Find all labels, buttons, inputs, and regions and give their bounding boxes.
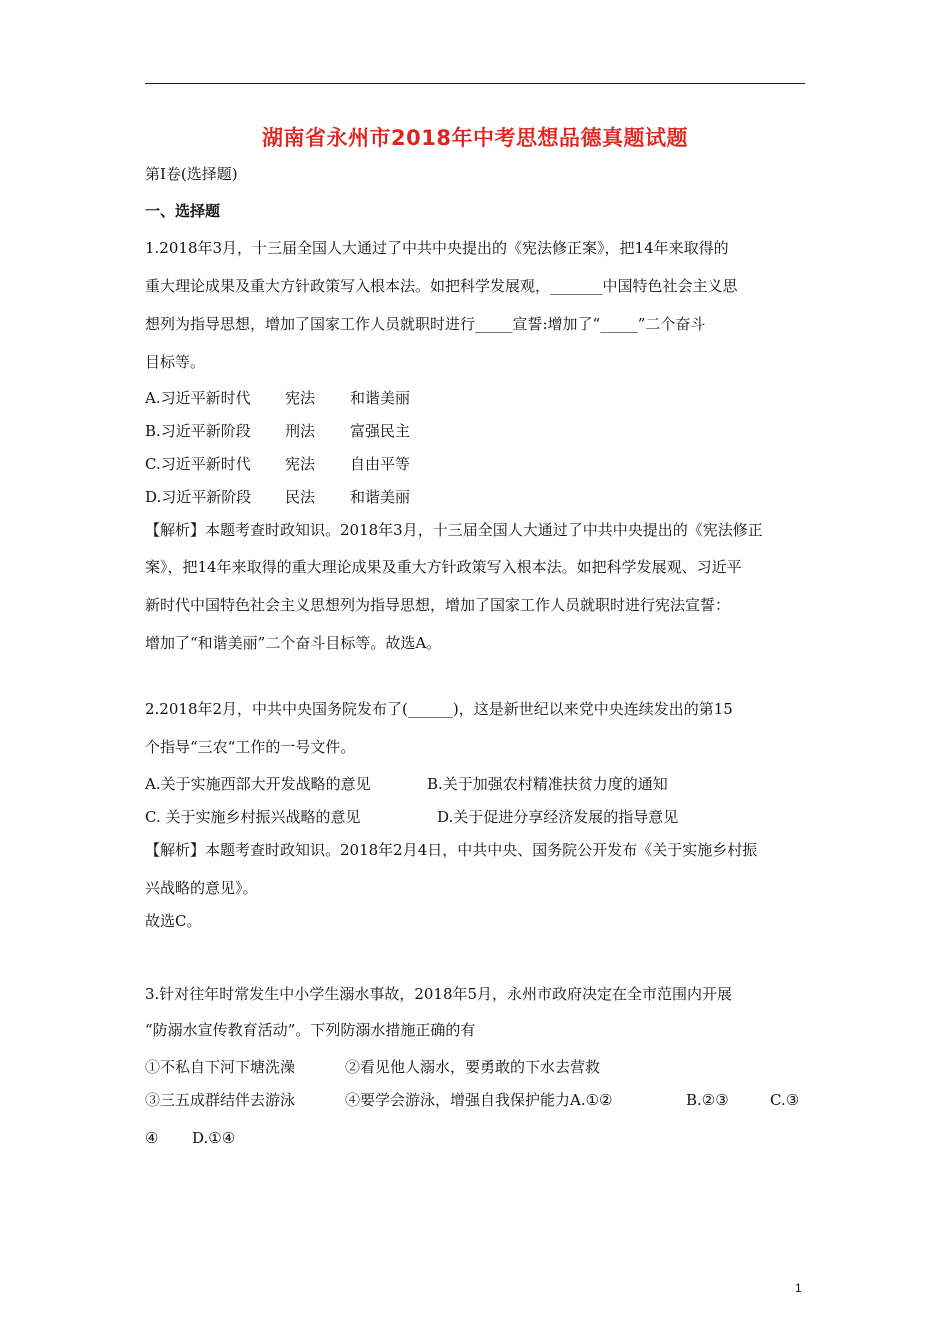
q1-stem-line: 1.2018年3月，十三届全国人大通过了中共中央提出的《宪法修正案》，把14年来取得的 [145, 239, 729, 257]
option-part: 民法 [285, 488, 316, 506]
q2-analysis-line: 【解析】本题考查时政知识。2018年2月4日，中共中央、国务院公开发布《关于实施乡村振 [145, 841, 758, 859]
option-part: 富强民主 [350, 422, 411, 440]
q3-stem-line: “防溺水宣传教育活动”。下列防溺水措施正确的有 [145, 1021, 476, 1039]
q2-option-a: A.关于实施西部大开发战略的意见 [145, 775, 371, 793]
header-rule [145, 83, 805, 84]
q2-stem-line: 个指导“三农“工作的一号文件。 [145, 738, 356, 756]
option-part: 和谐美丽 [350, 389, 411, 407]
option-part: 自由平等 [350, 455, 411, 473]
document-title: 湖南省永州市2018年中考思想品德真题试题 [262, 126, 688, 150]
q1-option-c [145, 454, 410, 474]
q1-analysis-line: 【解析】本题考查时政知识。2018年3月，十三届全国人大通过了中共中央提出的《宪法修正 [145, 521, 763, 539]
q1-option-a [145, 388, 410, 408]
q1-option-b [145, 421, 410, 441]
option-part: 宪法 [285, 389, 316, 407]
q3-item-4: ④要学会游泳，增强自我保护能力A.①② [345, 1091, 613, 1109]
q3-option-b: B.②③ [686, 1091, 729, 1109]
q2-option-d: D.关于促进分享经济发展的指导意见 [437, 808, 679, 826]
q3-option-c: C.③ [770, 1091, 800, 1109]
option-part: C.习近平新时代 [145, 455, 251, 473]
option-part: A.习近平新时代 [145, 389, 251, 407]
q3-stem-line: 3.针对往年时常发生中小学生溺水事故，2018年5月，永州市政府决定在全市范围内开展 [145, 985, 733, 1003]
part-heading: 一、选择题 [145, 202, 221, 220]
q2-option-b: B.关于加强农村精准扶贫力度的通知 [427, 775, 668, 793]
q2-analysis-line: 兴战略的意见》。 [145, 879, 258, 897]
page-number: 1 [795, 1281, 802, 1295]
q3-item-2: ②看见他人溺水，要勇敢的下水去营救 [345, 1058, 601, 1076]
q3-option-d: D.①④ [192, 1129, 236, 1147]
q2-stem-line: 2.2018年2月，中共中央国务院发布了(______)，这是新世纪以来党中央连续发出的第15 [145, 700, 733, 718]
q1-stem-line: 想列为指导思想，增加了国家工作人员就职时进行_____宣誓:增加了“_____”二个奋斗 [145, 315, 706, 333]
option-part: 宪法 [285, 455, 316, 473]
q1-stem-line: 目标等。 [145, 353, 206, 371]
option-part: 刑法 [285, 422, 316, 440]
option-part: 和谐美丽 [350, 488, 411, 506]
q3-item-1: ①不私自下河下塘洗澡 [145, 1058, 296, 1076]
q3-option-c-cont: ④ [145, 1129, 159, 1147]
option-part: D.习近平新阶段 [145, 488, 252, 506]
q1-analysis-line: 新时代中国特色社会主义思想列为指导思想，增加了国家工作人员就职时进行宪法宣誓： [145, 596, 731, 614]
q2-option-c: C. 关于实施乡村振兴战略的意见 [145, 808, 361, 826]
q1-analysis-line: 增加了“和谐美丽”二个奋斗目标等。故选A。 [145, 634, 442, 652]
q1-stem-line: 重大理论成果及重大方针政策写入根本法。如把科学发展观，_______中国特色社会主义思 [145, 277, 738, 295]
q1-option-d [145, 487, 410, 507]
q2-analysis-line: 故选C。 [145, 912, 202, 930]
section-label: 第Ⅰ卷(选择题) [145, 165, 238, 183]
option-part: B.习近平新阶段 [145, 422, 251, 440]
q1-analysis-line: 案》，把14年来取得的重大理论成果及重大方针政策写入根本法。如把科学发展观、习近平 [145, 558, 742, 576]
q3-item-3: ③三五成群结伴去游泳 [145, 1091, 296, 1109]
